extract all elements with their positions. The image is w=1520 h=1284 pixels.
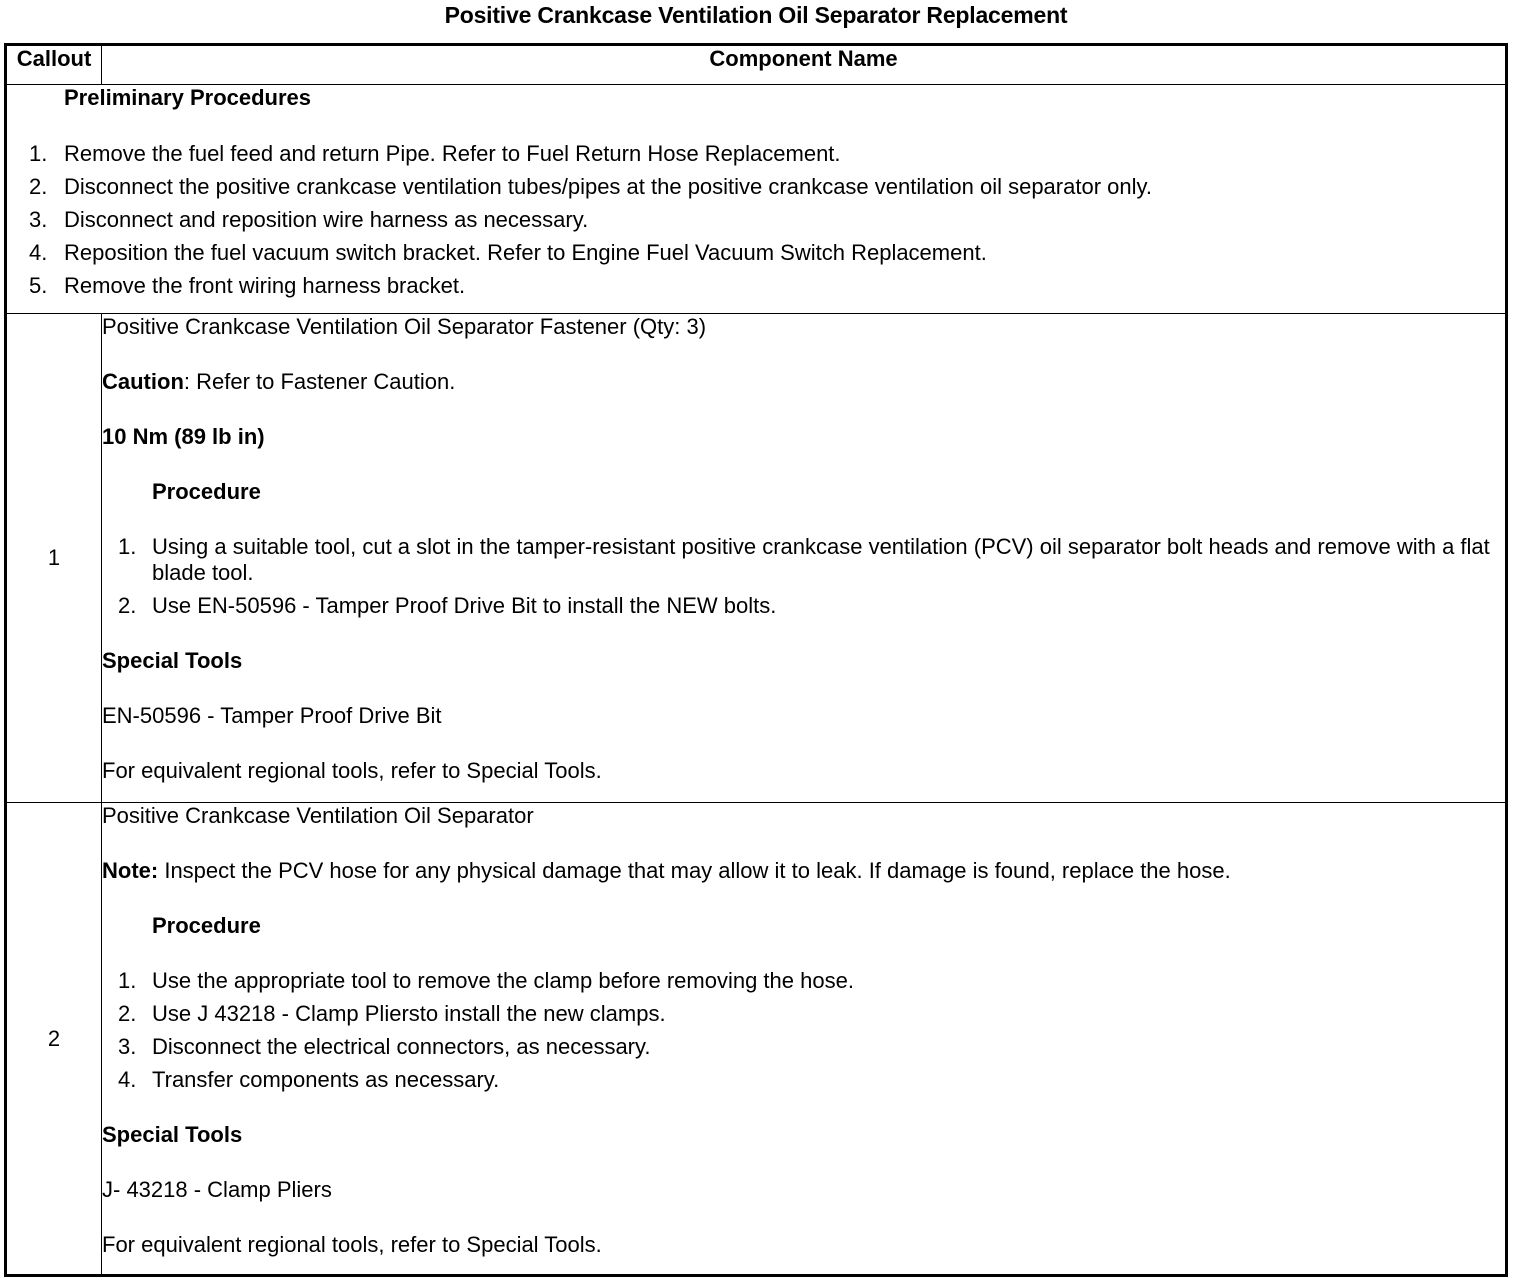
component-name: Positive Crankcase Ventilation Oil Separator Fastener (Qty: 3) — [102, 314, 707, 339]
step-number: 4. — [29, 240, 48, 265]
special-tools-title: Special Tools — [102, 648, 243, 673]
caution-line — [102, 369, 1505, 395]
list-item — [7, 240, 1505, 266]
procedure-title: Procedure — [152, 913, 261, 938]
preliminary-title: Preliminary Procedures — [64, 85, 312, 110]
special-tool-item: J- 43218 - Clamp Pliers — [102, 1177, 332, 1202]
step-number: 2. — [29, 174, 48, 199]
step-text: Use EN-50596 - Tamper Proof Drive Bit to install the NEW bolts. — [152, 593, 777, 618]
step-number: 2. — [118, 1001, 137, 1026]
list-item — [102, 593, 1505, 619]
special-tools-title: Special Tools — [102, 1122, 243, 1147]
table-header-row — [6, 45, 1507, 85]
list-item — [102, 1034, 1505, 1060]
step-text: Reposition the fuel vacuum switch bracket. Refer to Engine Fuel Vacuum Switch Replacement. — [64, 240, 987, 265]
preliminary-row — [6, 85, 1507, 314]
list-item — [102, 968, 1505, 994]
table-row — [6, 803, 1507, 1276]
preliminary-cell — [6, 85, 1507, 314]
list-item — [7, 141, 1505, 167]
list-item — [102, 1001, 1505, 1027]
torque-spec — [102, 424, 1505, 450]
step-text: Disconnect the positive crankcase ventilation tubes/pipes at the positive crankcase ventilation oil separator only. — [64, 174, 1152, 199]
procedure-steps — [102, 968, 1505, 1093]
step-number: 5. — [29, 273, 48, 298]
step-number: 3. — [118, 1034, 137, 1059]
component-name: Positive Crankcase Ventilation Oil Separator — [102, 803, 534, 828]
component-cell — [102, 314, 1507, 803]
step-number: 1. — [118, 968, 137, 993]
note-label: Note: — [102, 858, 159, 883]
special-tool-item: EN-50596 - Tamper Proof Drive Bit — [102, 703, 442, 728]
caution-label: Caution — [102, 369, 184, 394]
step-number: 3. — [29, 207, 48, 232]
step-text: Remove the front wiring harness bracket. — [64, 273, 466, 298]
component-column-header: Component Name — [102, 45, 1507, 85]
list-item — [7, 207, 1505, 233]
table-row — [6, 314, 1507, 803]
special-tools-heading — [102, 648, 1505, 674]
component-table — [4, 43, 1508, 1277]
equivalent-tools-note: For equivalent regional tools, refer to Special Tools. — [102, 758, 602, 783]
callout-column-header: Callout — [6, 45, 102, 85]
preliminary-steps — [7, 141, 1505, 299]
step-text: Use the appropriate tool to remove the clamp before removing the hose. — [152, 968, 854, 993]
step-text: Using a suitable tool, cut a slot in the tamper-resistant positive crankcase ventilation (PCV) oil separator bolt heads and remove with a flat blade tool. — [152, 534, 1490, 585]
note-text: Inspect the PCV hose for any physical damage that may allow it to leak. If damage is found, replace the hose. — [158, 858, 1231, 883]
list-item — [7, 273, 1505, 299]
procedure-steps — [102, 534, 1505, 619]
step-number: 1. — [29, 141, 48, 166]
step-text: Transfer components as necessary. — [152, 1067, 500, 1092]
special-tools-heading — [102, 1122, 1505, 1148]
step-number: 4. — [118, 1067, 137, 1092]
component-cell — [102, 803, 1507, 1276]
list-item — [7, 174, 1505, 200]
equivalent-tools-note: For equivalent regional tools, refer to Special Tools. — [102, 1232, 602, 1257]
callout-number: 1 — [6, 314, 102, 803]
step-text: Disconnect and reposition wire harness as necessary. — [64, 207, 589, 232]
step-text: Use J 43218 - Clamp Pliersto install the new clamps. — [152, 1001, 666, 1026]
step-number: 2. — [118, 593, 137, 618]
document-title: Positive Crankcase Ventilation Oil Separator Replacement — [444, 2, 1068, 28]
list-item — [102, 1067, 1505, 1093]
note-line — [102, 858, 1505, 884]
step-text: Disconnect the electrical connectors, as necessary. — [152, 1034, 651, 1059]
step-number: 1. — [118, 534, 137, 559]
torque-value: 10 Nm (89 lb in) — [102, 424, 265, 449]
list-item — [102, 534, 1505, 586]
procedure-title: Procedure — [152, 479, 261, 504]
caution-text: : Refer to Fastener Caution. — [183, 369, 456, 394]
step-text: Remove the fuel feed and return Pipe. Refer to Fuel Return Hose Replacement. — [64, 141, 841, 166]
callout-number: 2 — [6, 803, 102, 1276]
